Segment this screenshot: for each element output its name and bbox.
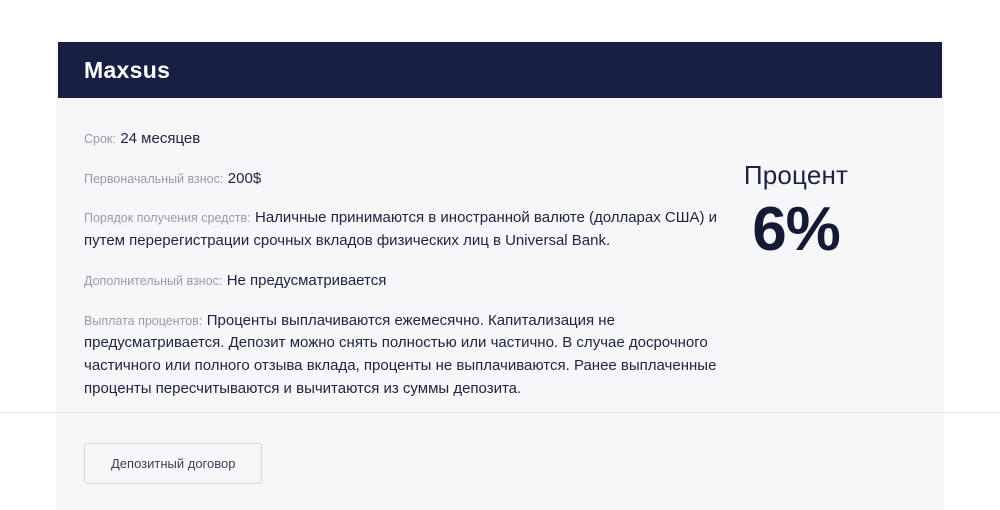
detail-label-interest-payment: Выплата процентов: (84, 313, 203, 328)
detail-label-initial-deposit: Первоначальный взнос: (84, 171, 224, 186)
card-title: Maxsus (84, 56, 171, 83)
detail-label-additional-deposit: Дополнительный взнос: (84, 273, 223, 288)
deposit-contract-button[interactable]: Депозитный договор (84, 443, 262, 484)
deposit-details (84, 128, 744, 484)
detail-value-funding-procedure: Наличные принимаются в иностранной валюте (долларах США) и путем перерегистрации срочных вкладов физических лиц в Universal Bank. (84, 209, 718, 250)
bottom-divider (0, 412, 1000, 413)
detail-row-additional-deposit (84, 270, 744, 293)
detail-row-funding-procedure (84, 207, 744, 252)
card-body (58, 98, 942, 510)
detail-row-interest-payment (84, 310, 744, 401)
detail-value-term: 24 месяцев (120, 130, 201, 147)
interest-rate-value: 6% (752, 195, 840, 264)
detail-value-interest-payment: Проценты выплачиваются ежемесячно. Капитализация не предусматривается. Депозит можно снять полностью или частично. В случае досрочного частичного или полного отзыва вклада, проценты не выплачиваются. Ранее выплаченные проценты пересчитываются и вычитаются из суммы депозита. (84, 311, 717, 397)
detail-row-term (84, 128, 744, 151)
deposit-card (58, 42, 942, 510)
card-header (58, 42, 942, 98)
detail-value-initial-deposit: 200$ (227, 169, 262, 187)
detail-label-term: Срок: (84, 132, 116, 146)
detail-value-additional-deposit: Не предусматривается (226, 271, 387, 289)
detail-row-initial-deposit (84, 168, 744, 191)
detail-label-funding-procedure: Порядок получения средств: (84, 211, 251, 226)
interest-rate-block (686, 160, 906, 262)
interest-rate-label: Процент (743, 160, 849, 190)
